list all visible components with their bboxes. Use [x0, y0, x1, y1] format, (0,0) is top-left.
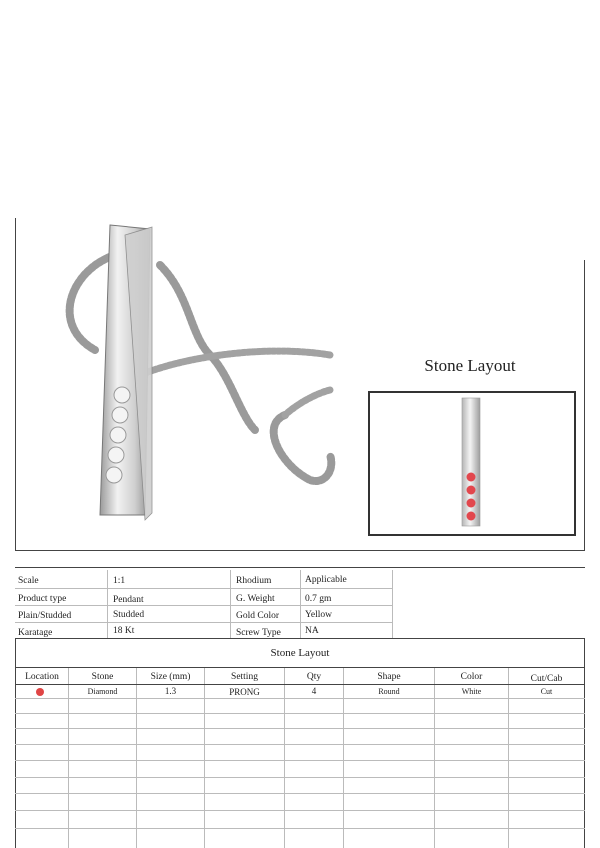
ruby-marker-1 — [467, 473, 476, 482]
ruby-marker-3 — [467, 499, 476, 508]
cell-color: White — [461, 687, 482, 696]
stone-layout-heading: Stone Layout — [424, 356, 516, 375]
scale-value: 1:1 — [113, 576, 126, 586]
frame-left-top — [15, 218, 16, 551]
pendant-bar — [100, 225, 152, 520]
stone-row-line-5 — [15, 760, 585, 761]
header-size: Size (mm) — [150, 672, 191, 682]
gweight-label: G. Weight — [236, 594, 275, 604]
header-cut-cab: Cut/Cab — [530, 674, 563, 684]
spec-col-4 — [392, 570, 393, 638]
stone-layout-bar — [370, 393, 574, 534]
stone-row-line-1 — [15, 698, 585, 699]
plain-studded-label: Plain/Studded — [18, 611, 72, 621]
cell-qty: 4 — [311, 686, 317, 696]
stone-row-line-7 — [15, 793, 585, 794]
stone-table-top — [15, 638, 585, 639]
header-qty: Qty — [306, 672, 322, 682]
ruby-marker-2 — [467, 486, 476, 495]
header-setting: Setting — [231, 672, 258, 682]
spec-row-line-1 — [15, 588, 393, 589]
cell-setting: PRONG — [229, 687, 260, 697]
spec-col-2 — [230, 570, 231, 638]
product-type-value: Pendant — [113, 595, 144, 605]
cell-cut: Cut — [540, 687, 553, 696]
spec-col-1 — [107, 570, 108, 638]
stone-table-left — [15, 638, 16, 848]
rhodium-value: Applicable — [305, 575, 347, 585]
header-location: Location — [25, 672, 59, 682]
stone-row-line-2 — [15, 713, 585, 714]
location-marker — [36, 688, 44, 696]
frame-divider-top — [15, 550, 585, 551]
frame-divider-specs — [15, 567, 585, 568]
stone-row-line-6 — [15, 777, 585, 778]
cell-stone: Diamond — [87, 687, 118, 696]
screw-type-label: Screw Type — [236, 628, 281, 638]
gweight-value: 0.7 gm — [305, 594, 332, 604]
scale-label: Scale — [18, 576, 39, 586]
product-type-label: Product type — [18, 594, 67, 604]
header-stone: Stone — [91, 672, 114, 682]
stone-row-line-3 — [15, 728, 585, 729]
stone-table-title-line — [15, 667, 585, 668]
rhodium-label: Rhodium — [236, 576, 272, 586]
spec-col-3 — [300, 570, 301, 638]
cell-shape: Round — [378, 687, 400, 696]
gold-color-label: Gold Color — [236, 611, 280, 621]
spec-row-line-3 — [15, 622, 393, 623]
stone-row-line-8 — [15, 810, 585, 811]
spec-row-line-2 — [15, 605, 393, 606]
stone-layout-diagram — [368, 391, 576, 536]
karatage-label: Karatage — [18, 628, 53, 638]
header-shape: Shape — [377, 672, 401, 682]
stone-header-line — [15, 684, 585, 685]
stone-row-line-9 — [15, 828, 585, 829]
cell-size: 1.3 — [164, 686, 177, 696]
ruby-marker-4 — [467, 512, 476, 521]
stone-table-title: Stone Layout — [270, 647, 330, 659]
gold-color-value: Yellow — [305, 610, 333, 620]
frame-right-top — [584, 260, 585, 551]
plain-studded-value: Studded — [113, 610, 145, 620]
karatage-value: 18 Kt — [113, 626, 135, 636]
pendant-illustration — [40, 215, 340, 540]
screw-type-value: NA — [305, 626, 319, 636]
stone-row-line-4 — [15, 744, 585, 745]
header-color: Color — [460, 672, 483, 682]
stone-table-right — [584, 638, 585, 848]
